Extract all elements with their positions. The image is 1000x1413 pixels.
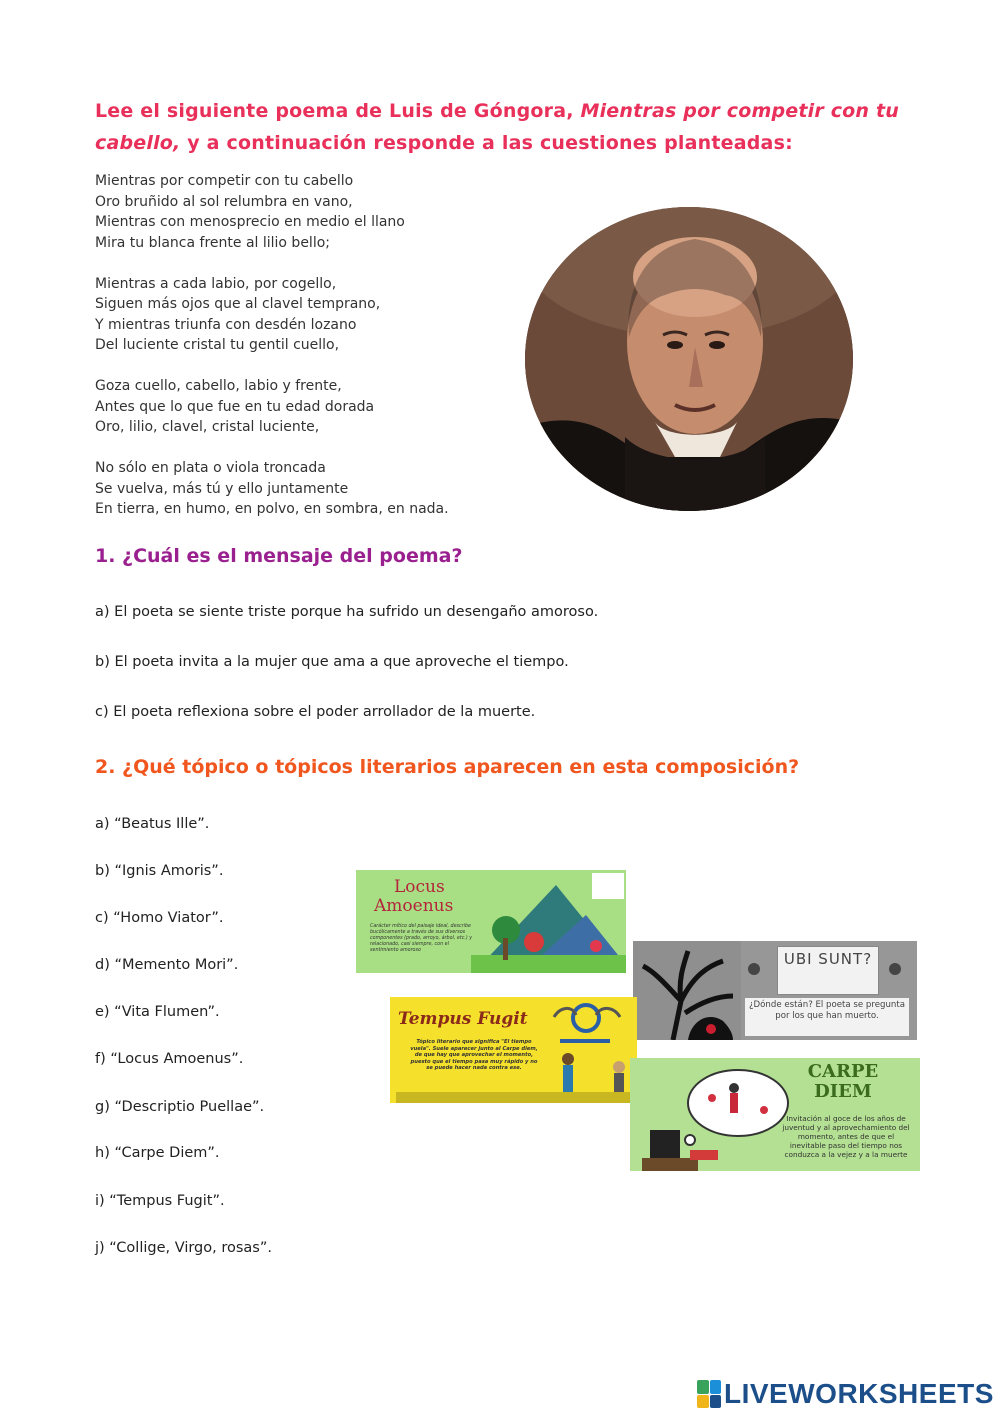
carpe-diem-text: Invitación al goce de los años de juventud y al aprovechamiento del momento, antes de que el inevitable paso del tiempo nos conduzca a la vejez y a la muerte: [782, 1114, 910, 1159]
question-2-option-b[interactable]: b) “Ignis Amoris”.: [95, 863, 224, 879]
question-2-option-i[interactable]: i) “Tempus Fugit”.: [95, 1193, 225, 1209]
poem-line: En tierra, en humo, en polvo, en sombra, en nada.: [95, 501, 449, 517]
poem-line: Mientras por competir con tu cabello: [95, 173, 354, 189]
stanza: [95, 274, 515, 356]
question-2-option-c[interactable]: c) “Homo Viator”.: [95, 910, 224, 926]
question-1-option-c[interactable]: c) El poeta reflexiona sobre el poder arrollador de la muerte.: [95, 704, 536, 720]
poem: [95, 171, 515, 540]
poem-line: Y mientras triunfa con desdén lozano: [95, 316, 357, 333]
tempus-fugit-card: [390, 997, 637, 1103]
locus-title-line-2: Amoenus: [374, 896, 454, 916]
instructions-heading: [95, 95, 915, 159]
intro-text-before: Lee el siguiente poema de Luis de Góngora,: [95, 100, 581, 122]
question-1-title: 1. ¿Cuál es el mensaje del poema?: [95, 545, 463, 567]
locus-amoenus-text: Carácter mítico del paisaje ideal, describe bucólicamente a través de sus diversos componentes (prado, arroyo, árbol, etc.) y relacionado, casi siempre, con el sentimiento amoroso: [370, 924, 473, 953]
stanza: [95, 376, 515, 438]
question-2-option-h[interactable]: h) “Carpe Diem”.: [95, 1145, 220, 1161]
poem-line: Mira tu blanca frente al lilio bello;: [95, 234, 330, 251]
stanza: [95, 171, 515, 253]
ubi-sunt-title: UBI SUNT?: [777, 946, 879, 995]
liveworksheets-mark-icon: [697, 1380, 721, 1408]
ubi-sunt-text: ¿Dónde están? El poeta se pregunta por los que han muerto.: [745, 998, 909, 1036]
poem-line: Del luciente cristal tu gentil cuello,: [95, 337, 340, 353]
stanza: [95, 458, 515, 520]
poem-line: No sólo en plata o viola troncada: [95, 460, 326, 476]
carpe-diem-title: CARPE DIEM: [807, 1061, 879, 1102]
poem-line: Siguen más ojos que al clavel temprano,: [95, 296, 381, 312]
intro-text-after: y a continuación responde a las cuestiones planteadas:: [180, 132, 793, 154]
question-2-option-g[interactable]: g) “Descriptio Puellae”.: [95, 1099, 265, 1115]
poem-line: Mientras con menosprecio en medio el llano: [95, 214, 405, 230]
poem-line: Se vuelva, más tú y ello juntamente: [95, 480, 349, 497]
liveworksheets-brand: LIVEWORKSHEETS: [724, 1378, 994, 1409]
tempus-fugit-title: Tempus Fugit: [398, 1009, 528, 1029]
question-2-option-e[interactable]: e) “Vita Flumen”.: [95, 1004, 220, 1020]
liveworksheets-logo[interactable]: [697, 1377, 994, 1411]
poem-line: Goza cuello, cabello, labio y frente,: [95, 378, 342, 394]
question-2-option-j[interactable]: j) “Collige, Virgo, rosas”.: [95, 1240, 272, 1256]
locus-amoenus-card: [356, 870, 626, 973]
question-2-title: 2. ¿Qué tópico o tópicos literarios aparecen en esta composición?: [95, 756, 800, 778]
portrait-illustration: [525, 207, 853, 511]
locus-amoenus-title: [374, 878, 453, 916]
poem-line: Mientras a cada labio, por cogello,: [95, 275, 337, 292]
locus-title-line-1: Locus: [394, 877, 445, 897]
question-2-option-f[interactable]: f) “Locus Amoenus”.: [95, 1051, 244, 1067]
poem-line: Oro bruñido al sol relumbra en vano,: [95, 193, 353, 210]
tempus-fugit-text: Tópico literario que significa "El tiempo vuela". Suele aparecer junto al Carpe diem, de que hay que aprovechar el momento, puesto que el tiempo pasa muy rápido y no se puede hacer nada contra ese.: [410, 1039, 538, 1072]
ubi-sunt-card: [633, 941, 917, 1040]
question-1-option-b[interactable]: b) El poeta invita a la mujer que ama a que aproveche el tiempo.: [95, 654, 569, 670]
poem-line: Oro, lilio, clavel, cristal luciente,: [95, 419, 320, 435]
question-2-option-d[interactable]: d) “Memento Mori”.: [95, 957, 239, 973]
question-1-option-a[interactable]: a) El poeta se siente triste porque ha sufrido un desengaño amoroso.: [95, 604, 599, 620]
carpe-diem-card: [630, 1058, 920, 1171]
poem-title: Mientras por competir con tu cabello,: [95, 100, 899, 154]
gongora-portrait: [525, 207, 853, 511]
poem-line: Antes que lo que fue en tu edad dorada: [95, 398, 375, 415]
question-2-option-a[interactable]: a) “Beatus Ille”.: [95, 816, 210, 832]
